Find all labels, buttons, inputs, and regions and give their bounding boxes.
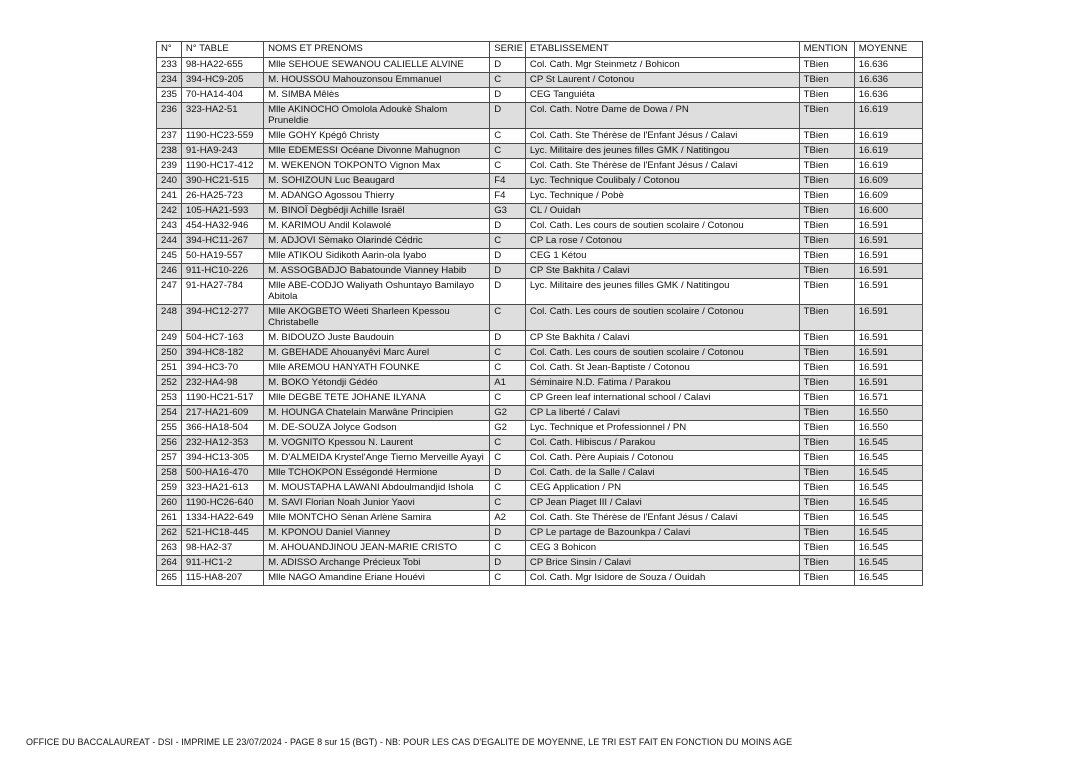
cell-name: Mlle GOHY Kpégô Christy (264, 129, 490, 144)
cell-serie: C (490, 571, 526, 586)
cell-mention: TBien (799, 391, 854, 406)
cell-no: 234 (157, 73, 182, 88)
cell-table: 1190-HC21-517 (181, 391, 263, 406)
cell-no: 233 (157, 58, 182, 73)
cell-table: 115-HA8-207 (181, 571, 263, 586)
table-row (157, 129, 923, 144)
cell-etablissement: CEG 3 Bohicon (525, 541, 799, 556)
cell-etablissement: Col. Cath. Ste Thérèse de l'Enfant Jésus / Calavi (525, 159, 799, 174)
cell-name: Mlle SEHOUE SEWANOU CALIELLE ALVINE (264, 58, 490, 73)
cell-etablissement: Col. Cath. de la Salle / Calavi (525, 466, 799, 481)
cell-name: M. ADJOVI Sèmako Olarindé Cédric (264, 234, 490, 249)
cell-name: M. GBEHADE Ahouanyêvi Marc Aurel (264, 346, 490, 361)
cell-moyenne: 16.545 (854, 481, 922, 496)
cell-no: 253 (157, 391, 182, 406)
cell-no: 243 (157, 219, 182, 234)
cell-name: M. KPONOU Daniel Vianney (264, 526, 490, 541)
page-footer: OFFICE DU BACCALAUREAT - DSI - IMPRIME LE 23/07/2024 - PAGE 8 sur 15 (BGT) - NB: POUR LES CAS D'EGALITE DE MOYENNE, LE TRI EST FAIT EN FONCTION DU MOINS AGE (26, 737, 793, 747)
cell-moyenne: 16.619 (854, 144, 922, 159)
header-name: NOMS ET PRENOMS (264, 42, 490, 58)
cell-etablissement: Col. Cath. Les cours de soutien scolaire / Cotonou (525, 219, 799, 234)
cell-etablissement: CP La rose / Cotonou (525, 234, 799, 249)
cell-serie: C (490, 159, 526, 174)
cell-moyenne: 16.545 (854, 511, 922, 526)
cell-no: 244 (157, 234, 182, 249)
cell-etablissement: Col. Cath. Mgr Steinmetz / Bohicon (525, 58, 799, 73)
cell-mention: TBien (799, 249, 854, 264)
cell-no: 252 (157, 376, 182, 391)
cell-table: 394-HC12-277 (181, 305, 263, 331)
cell-serie: D (490, 556, 526, 571)
header-no: N° (157, 42, 182, 58)
cell-etablissement: CP La liberté / Calavi (525, 406, 799, 421)
cell-serie: G3 (490, 204, 526, 219)
cell-name: M. SAVI Florian Noah Junior Yaovi (264, 496, 490, 511)
cell-serie: C (490, 73, 526, 88)
cell-serie: C (490, 496, 526, 511)
cell-mention: TBien (799, 541, 854, 556)
cell-mention: TBien (799, 361, 854, 376)
cell-mention: TBien (799, 73, 854, 88)
cell-no: 246 (157, 264, 182, 279)
cell-serie: C (490, 234, 526, 249)
cell-no: 241 (157, 189, 182, 204)
cell-moyenne: 16.636 (854, 58, 922, 73)
cell-moyenne: 16.545 (854, 451, 922, 466)
cell-serie: D (490, 219, 526, 234)
cell-table: 1334-HA22-649 (181, 511, 263, 526)
table-row (157, 204, 923, 219)
cell-serie: C (490, 391, 526, 406)
cell-name: M. KARIMOU Andil Kolawolé (264, 219, 490, 234)
cell-mention: TBien (799, 376, 854, 391)
table-row (157, 331, 923, 346)
cell-name: Mlle ATIKOU Sidikoth Aarin-ola Iyabo (264, 249, 490, 264)
cell-mention: TBien (799, 421, 854, 436)
cell-no: 262 (157, 526, 182, 541)
cell-moyenne: 16.545 (854, 436, 922, 451)
table-row (157, 73, 923, 88)
cell-name: Mlle ABE-CODJO Waliyath Oshuntayo Bamilayo Abitola (264, 279, 490, 305)
cell-name: M. SIMBA Mêlès (264, 88, 490, 103)
cell-mention: TBien (799, 305, 854, 331)
cell-moyenne: 16.600 (854, 204, 922, 219)
cell-name: M. VOGNITO Kpessou N. Laurent (264, 436, 490, 451)
cell-moyenne: 16.545 (854, 496, 922, 511)
results-table (156, 41, 923, 586)
cell-table: 1190-HC17-412 (181, 159, 263, 174)
cell-table: 91-HA9-243 (181, 144, 263, 159)
cell-serie: G2 (490, 406, 526, 421)
cell-serie: C (490, 451, 526, 466)
cell-moyenne: 16.591 (854, 264, 922, 279)
cell-mention: TBien (799, 219, 854, 234)
cell-no: 255 (157, 421, 182, 436)
cell-no: 247 (157, 279, 182, 305)
cell-mention: TBien (799, 103, 854, 129)
table-row (157, 481, 923, 496)
table-row (157, 159, 923, 174)
cell-serie: D (490, 331, 526, 346)
cell-etablissement: Col. Cath. St Jean-Baptiste / Cotonou (525, 361, 799, 376)
cell-mention: TBien (799, 466, 854, 481)
cell-moyenne: 16.591 (854, 346, 922, 361)
cell-moyenne: 16.619 (854, 159, 922, 174)
cell-mention: TBien (799, 264, 854, 279)
cell-etablissement: CP Green leaf international school / Calavi (525, 391, 799, 406)
cell-table: 1190-HC26-640 (181, 496, 263, 511)
cell-table: 394-HC11-267 (181, 234, 263, 249)
cell-no: 264 (157, 556, 182, 571)
table-row (157, 249, 923, 264)
table-row (157, 361, 923, 376)
cell-serie: C (490, 129, 526, 144)
table-row (157, 264, 923, 279)
cell-moyenne: 16.609 (854, 174, 922, 189)
cell-no: 242 (157, 204, 182, 219)
table-row (157, 451, 923, 466)
cell-name: M. MOUSTAPHA LAWANI Abdoulmandjid Ishola (264, 481, 490, 496)
table-row (157, 279, 923, 305)
cell-no: 265 (157, 571, 182, 586)
cell-no: 235 (157, 88, 182, 103)
cell-table: 911-HC10-226 (181, 264, 263, 279)
header-moyenne: MOYENNE (854, 42, 922, 58)
cell-moyenne: 16.545 (854, 526, 922, 541)
cell-name: Mlle AREMOU HANYATH FOUNKE (264, 361, 490, 376)
cell-no: 259 (157, 481, 182, 496)
cell-table: 366-HA18-504 (181, 421, 263, 436)
cell-moyenne: 16.591 (854, 376, 922, 391)
cell-table: 390-HC21-515 (181, 174, 263, 189)
cell-etablissement: Lyc. Militaire des jeunes filles GMK / Natitingou (525, 144, 799, 159)
cell-mention: TBien (799, 451, 854, 466)
cell-serie: D (490, 88, 526, 103)
cell-table: 521-HC18-445 (181, 526, 263, 541)
cell-mention: TBien (799, 174, 854, 189)
cell-name: M. BINOÏ Dègbédji Achille Israël (264, 204, 490, 219)
cell-table: 217-HA21-609 (181, 406, 263, 421)
table-row (157, 541, 923, 556)
table-row (157, 103, 923, 129)
cell-no: 239 (157, 159, 182, 174)
cell-table: 105-HA21-593 (181, 204, 263, 219)
cell-moyenne: 16.609 (854, 189, 922, 204)
cell-no: 256 (157, 436, 182, 451)
cell-mention: TBien (799, 481, 854, 496)
cell-serie: C (490, 481, 526, 496)
cell-name: Mlle TCHOKPON Ességondé Hermione (264, 466, 490, 481)
cell-no: 250 (157, 346, 182, 361)
table-row (157, 144, 923, 159)
cell-table: 454-HA32-946 (181, 219, 263, 234)
cell-etablissement: Col. Cath. Ste Thérèse de l'Enfant Jésus / Calavi (525, 129, 799, 144)
cell-etablissement: CP Ste Bakhita / Calavi (525, 331, 799, 346)
cell-table: 26-HA25-723 (181, 189, 263, 204)
cell-etablissement: Col. Cath. Les cours de soutien scolaire / Cotonou (525, 346, 799, 361)
cell-name: M. ADANGO Agossou Thierry (264, 189, 490, 204)
cell-moyenne: 16.591 (854, 279, 922, 305)
table-row (157, 436, 923, 451)
cell-serie: C (490, 305, 526, 331)
cell-mention: TBien (799, 511, 854, 526)
cell-table: 232-HA12-353 (181, 436, 263, 451)
cell-name: M. BIDOUZO Juste Baudouin (264, 331, 490, 346)
cell-table: 98-HA22-655 (181, 58, 263, 73)
cell-moyenne: 16.545 (854, 571, 922, 586)
table-row (157, 406, 923, 421)
cell-mention: TBien (799, 331, 854, 346)
cell-etablissement: Col. Cath. Notre Dame de Dowa / PN (525, 103, 799, 129)
cell-etablissement: Lyc. Technique / Pobè (525, 189, 799, 204)
cell-name: M. BOKO Yétondji Gédéo (264, 376, 490, 391)
cell-mention: TBien (799, 189, 854, 204)
cell-serie: C (490, 436, 526, 451)
cell-no: 260 (157, 496, 182, 511)
cell-name: Mlle MONTCHO Sènan Arlène Samira (264, 511, 490, 526)
cell-mention: TBien (799, 406, 854, 421)
cell-moyenne: 16.619 (854, 103, 922, 129)
cell-etablissement: Col. Cath. Ste Thérèse de l'Enfant Jésus / Calavi (525, 511, 799, 526)
cell-mention: TBien (799, 526, 854, 541)
cell-serie: A2 (490, 511, 526, 526)
cell-no: 236 (157, 103, 182, 129)
table-row (157, 391, 923, 406)
cell-name: Mlle AKINOCHO Omolola Adoukè Shalom Pruneldie (264, 103, 490, 129)
cell-serie: D (490, 526, 526, 541)
cell-name: M. ADISSO Archange Précieux Tobi (264, 556, 490, 571)
cell-etablissement: CP Brice Sinsin / Calavi (525, 556, 799, 571)
cell-etablissement: CP Le partage de Bazounkpa / Calavi (525, 526, 799, 541)
cell-name: Mlle EDEMESSI Océane Divonne Mahugnon (264, 144, 490, 159)
cell-moyenne: 16.545 (854, 466, 922, 481)
cell-serie: A1 (490, 376, 526, 391)
cell-table: 232-HA4-98 (181, 376, 263, 391)
cell-name: M. HOUNGA Chatelain Marwâne Principien (264, 406, 490, 421)
cell-mention: TBien (799, 159, 854, 174)
cell-no: 258 (157, 466, 182, 481)
cell-serie: C (490, 346, 526, 361)
table-row (157, 376, 923, 391)
cell-moyenne: 16.591 (854, 219, 922, 234)
cell-moyenne: 16.571 (854, 391, 922, 406)
cell-etablissement: CEG Application / PN (525, 481, 799, 496)
cell-table: 500-HA16-470 (181, 466, 263, 481)
cell-etablissement: CP Jean Piaget III / Calavi (525, 496, 799, 511)
cell-no: 263 (157, 541, 182, 556)
cell-serie: C (490, 541, 526, 556)
cell-table: 394-HC3-70 (181, 361, 263, 376)
table-header-row (157, 42, 923, 58)
cell-no: 237 (157, 129, 182, 144)
cell-name: Mlle DEGBE TETE JOHANE ILYANA (264, 391, 490, 406)
cell-serie: G2 (490, 421, 526, 436)
header-table: N° TABLE (181, 42, 263, 58)
cell-no: 245 (157, 249, 182, 264)
cell-moyenne: 16.591 (854, 249, 922, 264)
cell-mention: TBien (799, 556, 854, 571)
cell-serie: C (490, 361, 526, 376)
cell-table: 323-HA21-613 (181, 481, 263, 496)
cell-table: 91-HA27-784 (181, 279, 263, 305)
cell-etablissement: Col. Cath. Mgr Isidore de Souza / Ouidah (525, 571, 799, 586)
cell-serie: D (490, 279, 526, 305)
cell-etablissement: CL / Ouidah (525, 204, 799, 219)
cell-table: 394-HC9-205 (181, 73, 263, 88)
cell-mention: TBien (799, 346, 854, 361)
cell-no: 240 (157, 174, 182, 189)
cell-no: 238 (157, 144, 182, 159)
table-row (157, 496, 923, 511)
cell-mention: TBien (799, 279, 854, 305)
table-row (157, 305, 923, 331)
cell-serie: D (490, 466, 526, 481)
cell-etablissement: CEG 1 Kétou (525, 249, 799, 264)
table-row (157, 556, 923, 571)
cell-etablissement: CEG Tanguiéta (525, 88, 799, 103)
cell-no: 254 (157, 406, 182, 421)
cell-name: M. WEKENON TOKPONTO Vignon Max (264, 159, 490, 174)
table-row (157, 219, 923, 234)
cell-no: 249 (157, 331, 182, 346)
cell-etablissement: Col. Cath. Père Aupiais / Cotonou (525, 451, 799, 466)
table-row (157, 174, 923, 189)
header-mention: MENTION (799, 42, 854, 58)
cell-mention: TBien (799, 129, 854, 144)
cell-table: 504-HC7-163 (181, 331, 263, 346)
cell-moyenne: 16.591 (854, 361, 922, 376)
table-row (157, 58, 923, 73)
cell-etablissement: Col. Cath. Les cours de soutien scolaire / Cotonou (525, 305, 799, 331)
cell-moyenne: 16.550 (854, 406, 922, 421)
cell-mention: TBien (799, 204, 854, 219)
cell-mention: TBien (799, 571, 854, 586)
cell-serie: D (490, 103, 526, 129)
cell-moyenne: 16.550 (854, 421, 922, 436)
cell-etablissement: CP Ste Bakhita / Calavi (525, 264, 799, 279)
cell-moyenne: 16.591 (854, 331, 922, 346)
cell-name: Mlle NAGO Amandine Eriane Houévi (264, 571, 490, 586)
cell-etablissement: CP St Laurent / Cotonou (525, 73, 799, 88)
cell-name: M. D'ALMEIDA Krystel'Ange Tierno Merveille Ayayi (264, 451, 490, 466)
cell-serie: C (490, 144, 526, 159)
cell-name: M. DE-SOUZA Jolyce Godson (264, 421, 490, 436)
cell-serie: F4 (490, 174, 526, 189)
cell-table: 323-HA2-51 (181, 103, 263, 129)
cell-table: 98-HA2-37 (181, 541, 263, 556)
header-etablissement: ETABLISSEMENT (525, 42, 799, 58)
cell-table: 70-HA14-404 (181, 88, 263, 103)
cell-mention: TBien (799, 234, 854, 249)
cell-name: M. HOUSSOU Mahouzonsou Emmanuel (264, 73, 490, 88)
cell-etablissement: Lyc. Militaire des jeunes filles GMK / Natitingou (525, 279, 799, 305)
table-row (157, 346, 923, 361)
cell-no: 261 (157, 511, 182, 526)
cell-no: 257 (157, 451, 182, 466)
table-row (157, 421, 923, 436)
cell-mention: TBien (799, 88, 854, 103)
cell-moyenne: 16.591 (854, 305, 922, 331)
table-row (157, 511, 923, 526)
table-row (157, 189, 923, 204)
cell-etablissement: Col. Cath. Hibiscus / Parakou (525, 436, 799, 451)
cell-table: 394-HC8-182 (181, 346, 263, 361)
cell-serie: F4 (490, 189, 526, 204)
cell-serie: D (490, 58, 526, 73)
cell-name: M. AHOUANDJINOU JEAN-MARIE CRISTO (264, 541, 490, 556)
cell-name: Mlle AKOGBETO Wéeti Sharleen Kpessou Christabelle (264, 305, 490, 331)
table-row (157, 88, 923, 103)
cell-name: M. SOHIZOUN Luc Beaugard (264, 174, 490, 189)
cell-etablissement: Séminaire N.D. Fatima / Parakou (525, 376, 799, 391)
cell-moyenne: 16.619 (854, 129, 922, 144)
cell-etablissement: Lyc. Technique et Professionnel / PN (525, 421, 799, 436)
cell-moyenne: 16.636 (854, 88, 922, 103)
cell-moyenne: 16.545 (854, 556, 922, 571)
cell-etablissement: Lyc. Technique Coulibaly / Cotonou (525, 174, 799, 189)
cell-moyenne: 16.636 (854, 73, 922, 88)
cell-mention: TBien (799, 496, 854, 511)
table-row (157, 571, 923, 586)
cell-no: 248 (157, 305, 182, 331)
table-row (157, 234, 923, 249)
cell-mention: TBien (799, 58, 854, 73)
cell-moyenne: 16.545 (854, 541, 922, 556)
cell-no: 251 (157, 361, 182, 376)
table-row (157, 526, 923, 541)
cell-table: 911-HC1-2 (181, 556, 263, 571)
header-serie: SERIE (490, 42, 526, 58)
cell-table: 394-HC13-305 (181, 451, 263, 466)
cell-mention: TBien (799, 144, 854, 159)
table-row (157, 466, 923, 481)
cell-mention: TBien (799, 436, 854, 451)
cell-name: M. ASSOGBADJO Babatounde Vianney Habib (264, 264, 490, 279)
cell-serie: D (490, 264, 526, 279)
cell-serie: D (490, 249, 526, 264)
cell-table: 50-HA19-557 (181, 249, 263, 264)
cell-moyenne: 16.591 (854, 234, 922, 249)
cell-table: 1190-HC23-559 (181, 129, 263, 144)
